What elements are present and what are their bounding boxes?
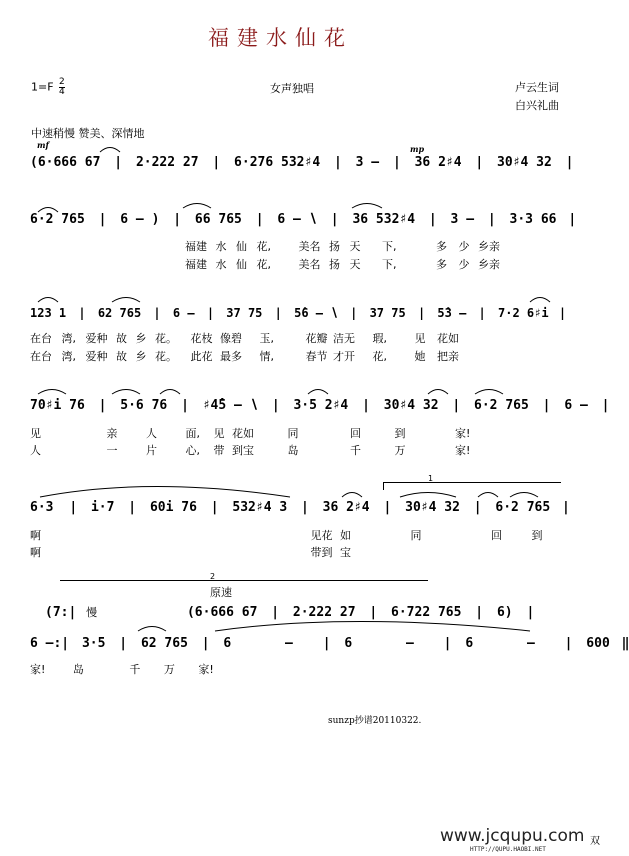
- lyric-syllable: 美名: [298, 240, 321, 253]
- lyric-syllable: 宝: [340, 546, 351, 559]
- time-signature-denominator: 4: [59, 87, 65, 97]
- slow-marking: 慢: [86, 606, 98, 619]
- notation-group: 2·222 27: [292, 605, 356, 620]
- barline: |: [181, 398, 189, 413]
- lyric-syllable: 心,: [185, 444, 200, 457]
- lyric-syllable: 到宝: [232, 444, 254, 457]
- notation-group: 600: [586, 636, 610, 651]
- barline: |: [601, 398, 610, 413]
- notation-group: (6·666 67: [186, 605, 258, 620]
- lyric-syllable: 乡: [135, 332, 147, 345]
- performance-type: 女声独唱: [270, 82, 314, 95]
- slur-arc: [510, 493, 538, 498]
- barline: |: [173, 212, 182, 227]
- lyric-syllable: 面,: [185, 427, 200, 440]
- lyric-syllable: 瑕,: [372, 332, 387, 345]
- notation-group: 6·2 765: [30, 212, 85, 227]
- lyric-syllable: 美名: [298, 258, 321, 271]
- lyric-syllable: 情,: [259, 350, 274, 363]
- lyric-syllable: 下,: [382, 258, 397, 271]
- notation-group: 6: [465, 636, 474, 651]
- barline: |: [98, 212, 107, 227]
- slur-arc: [428, 390, 448, 395]
- barline: |: [383, 500, 392, 515]
- notation-group: 62 765: [97, 306, 142, 320]
- notation-group: 6·2 765: [474, 398, 529, 413]
- notation-group: 3·5: [81, 636, 106, 651]
- slur-arc: [478, 493, 498, 498]
- volta-1-number: 1: [428, 474, 434, 483]
- notation-group: 5̂3 –: [437, 306, 467, 320]
- barline: |: [128, 500, 137, 515]
- watermark-url: HTTP://QUPU.HAOBI.NET: [470, 846, 546, 853]
- notation-group: 6: [344, 636, 353, 651]
- lyric-syllable: 在台: [30, 350, 52, 363]
- barline: |: [526, 605, 535, 620]
- lyric-syllable: 福建: [185, 258, 207, 271]
- notation-group: 2·222 27: [135, 155, 199, 170]
- slur-arc: [160, 390, 180, 395]
- slur-arc: [112, 298, 140, 303]
- notation-group: 36 2♯4: [322, 500, 370, 515]
- notation-group: 3 –: [450, 212, 475, 227]
- notation-group: 6·722 765: [391, 605, 462, 620]
- lyric-syllable: 同: [287, 427, 299, 440]
- lyric-syllable: 见花: [310, 529, 333, 542]
- barline: |: [568, 212, 577, 227]
- notation-group: 70♯i 76: [30, 398, 85, 413]
- lyric-syllable: 最多: [220, 350, 242, 363]
- lyric-syllable: 见: [30, 427, 41, 440]
- slur-arc: [100, 148, 120, 153]
- lyric-syllable: 乡: [135, 350, 147, 363]
- slur-arc: [400, 493, 456, 498]
- lyric-syllable: 水: [215, 240, 227, 253]
- barline: |: [417, 306, 426, 320]
- barline: |: [333, 155, 342, 170]
- barline: |: [392, 155, 401, 170]
- lyric-syllable: 同: [410, 529, 422, 542]
- notation-group: 62 765: [140, 636, 188, 651]
- lyric-syllable: 少: [458, 240, 470, 253]
- song-title: 福建水仙花: [208, 26, 353, 50]
- lyric-syllable: 下,: [382, 240, 397, 253]
- composer-credit: 白兴礼曲: [515, 99, 559, 112]
- lyric-syllable: 家!: [455, 427, 471, 440]
- notation-group: 7·2 6♯i: [498, 306, 549, 320]
- lyric-syllable: 少: [458, 258, 470, 271]
- lyric-syllable: 乡亲: [478, 258, 500, 271]
- lyric-syllable: 见: [213, 427, 225, 440]
- lyric-syllable: 她: [414, 350, 426, 363]
- lyric-syllable: 带: [213, 444, 225, 457]
- lyric-syllable: 多: [436, 258, 447, 271]
- lyric-syllable: 啊: [30, 529, 41, 542]
- watermark-site: www.jcqupu.com: [440, 826, 585, 846]
- lyric-syllable: 玉,: [259, 332, 274, 345]
- barline: |: [443, 636, 452, 651]
- barline: |: [114, 155, 123, 170]
- slur-arc: [352, 204, 382, 209]
- barline: |: [362, 398, 370, 413]
- lyric-syllable: 花。: [155, 350, 177, 363]
- barline: |: [301, 500, 309, 515]
- barline: |: [153, 306, 161, 320]
- lyric-syllable: 此花: [190, 350, 213, 363]
- barline: |: [487, 212, 496, 227]
- tempo-resume-marking: 原速: [210, 586, 232, 599]
- notation-group: i·7: [90, 500, 115, 515]
- lyric-syllable: 仙: [236, 258, 247, 271]
- lyric-syllable: 带到: [310, 546, 333, 559]
- lyric-syllable: 花枝: [190, 332, 213, 345]
- notation-group: (6·666 67: [30, 155, 101, 170]
- lyric-syllable: 回: [491, 529, 502, 542]
- barline: |: [558, 306, 567, 320]
- transcriber-credit: sunzp抄谱20110322.: [328, 716, 422, 726]
- notation-group: 6·2 765: [495, 500, 551, 515]
- lyric-syllable: 春节: [305, 350, 328, 363]
- barline: |: [119, 636, 128, 651]
- lyric-syllable: 到: [394, 427, 406, 440]
- barline: |: [201, 636, 210, 651]
- notation-group: 5·6 76: [120, 398, 168, 413]
- lyric-syllable: 乡亲: [478, 240, 500, 253]
- barline: |: [473, 500, 482, 515]
- time-signature-numerator: 2: [59, 77, 65, 87]
- slur-arc: [308, 390, 328, 395]
- slur-arc: [138, 627, 166, 632]
- lyric-syllable: 千: [350, 444, 361, 457]
- notation-group: –: [285, 636, 293, 651]
- barline: |: [330, 212, 339, 227]
- slur-arc: [38, 298, 58, 303]
- lyric-syllable: 家!: [455, 444, 471, 457]
- barline: |: [452, 398, 461, 413]
- notation-group: 6 –:|: [30, 636, 70, 651]
- barline: |: [475, 605, 484, 620]
- lyric-syllable: 像碧: [220, 332, 242, 345]
- lyric-syllable: 见: [414, 332, 426, 345]
- lyric-syllable: 花,: [256, 258, 271, 271]
- notation-group: 30♯4 32: [383, 398, 439, 413]
- lyric-syllable: 扬: [329, 258, 340, 271]
- slur-arc: [38, 208, 58, 213]
- barline: |: [271, 605, 280, 620]
- notation-group: 3·5 2♯4: [293, 398, 349, 413]
- lyric-syllable: 岛: [287, 444, 299, 457]
- slur-arc: [342, 493, 362, 498]
- notation-group: 3·3 66: [509, 212, 557, 227]
- lyric-syllable: 故: [116, 332, 127, 345]
- notation-group: 36 2♯4: [414, 155, 462, 170]
- lyric-syllable: 千: [129, 663, 141, 676]
- barline: |: [78, 306, 86, 320]
- slur-arc: [215, 622, 530, 632]
- dynamic-mf: mf: [37, 140, 49, 150]
- notation-group: 30♯4 32: [497, 155, 552, 170]
- notation-group: 5̂6 – ∖: [294, 306, 338, 320]
- lyric-syllable: 人: [146, 427, 157, 440]
- lyric-syllable: 到: [531, 529, 543, 542]
- barline: |: [98, 398, 107, 413]
- notation-group: 66 765: [194, 212, 242, 227]
- notation-group: 532♯4 3: [232, 500, 288, 515]
- notation-group: 6 – ): [120, 212, 160, 227]
- lyric-syllable: 湾,: [61, 332, 76, 345]
- lyric-syllable: 花如: [232, 427, 254, 440]
- barline: |: [322, 636, 331, 651]
- lyric-syllable: 片: [146, 444, 157, 457]
- dynamic-mp: mp: [410, 144, 425, 154]
- barline: |: [369, 605, 378, 620]
- notation-group: 30♯4 32: [405, 500, 460, 515]
- notation-group: –: [526, 636, 535, 651]
- lyric-syllable: 家!: [30, 663, 46, 676]
- slur-arc: [40, 487, 290, 498]
- barline: |: [271, 398, 280, 413]
- notation-group: 3 –: [355, 155, 380, 170]
- lyric-syllable: 人: [30, 444, 41, 457]
- barline: |: [428, 212, 437, 227]
- lyric-syllable: 花,: [256, 240, 271, 253]
- lyric-syllable: 才开: [333, 350, 355, 363]
- lyric-syllable: 岛: [72, 663, 84, 676]
- notation-group: 6·276 532♯4: [234, 155, 321, 170]
- watermark-corner: 双: [590, 836, 600, 847]
- notation-group: 6: [223, 636, 232, 651]
- lyric-syllable: 福建: [185, 240, 207, 253]
- lyric-syllable: 家!: [198, 663, 214, 676]
- notation-group: 6 –: [564, 398, 588, 413]
- lyric-syllable: 万: [394, 444, 406, 457]
- lyric-syllable: 爱种: [85, 332, 108, 345]
- lyric-syllable: 花瓣: [305, 332, 328, 345]
- barline: |: [350, 306, 358, 320]
- notation-group: 60i 76: [149, 500, 197, 515]
- slur-arc: [38, 390, 66, 395]
- notation-group: (7:|: [45, 605, 77, 620]
- slur-arc: [112, 390, 140, 395]
- lyric-syllable: 水: [215, 258, 227, 271]
- volta-2-number: 2: [210, 572, 216, 581]
- barline: |: [69, 500, 78, 515]
- lyric-syllable: 花。: [155, 332, 177, 345]
- barline: |: [564, 636, 573, 651]
- lyric-syllable: 回: [350, 427, 361, 440]
- lyric-syllable: 亲: [106, 427, 118, 440]
- lyric-syllable: 把亲: [437, 350, 459, 363]
- lyric-syllable: 扬: [329, 240, 340, 253]
- notation-group: 37 75: [226, 306, 263, 320]
- barline: |: [210, 500, 219, 515]
- notation-group: 6·3: [30, 500, 54, 515]
- barline: |: [212, 155, 221, 170]
- final-barline: ‖: [621, 636, 629, 651]
- notation-group: 6 –: [172, 306, 195, 320]
- barline: |: [206, 306, 215, 320]
- lyric-syllable: 啊: [30, 546, 41, 559]
- lyricist-credit: 卢云生词: [515, 81, 559, 94]
- notation-group: 6 – ∖: [277, 212, 317, 227]
- notation-group: 6): [496, 605, 513, 620]
- lyric-syllable: 如: [340, 529, 351, 542]
- lyric-syllable: 故: [116, 350, 127, 363]
- tempo-marking: 中速稍慢 赞美、深情地: [31, 127, 145, 140]
- key-label: 1=F: [31, 80, 54, 94]
- lyric-syllable: 洁无: [333, 332, 355, 345]
- barline: |: [565, 155, 574, 170]
- barline: |: [475, 155, 484, 170]
- slur-arc: [183, 204, 211, 209]
- lyric-syllable: 花如: [437, 332, 459, 345]
- lyric-syllable: 仙: [236, 240, 247, 253]
- lyric-syllable: 湾,: [61, 350, 76, 363]
- barline: |: [255, 212, 264, 227]
- barline: |: [562, 500, 570, 515]
- notation-group: 123 1: [30, 306, 67, 320]
- notation-group: –: [406, 636, 414, 651]
- barline: |: [478, 306, 486, 320]
- slur-arc: [530, 298, 550, 303]
- notation-group: 36 532♯4: [352, 212, 416, 227]
- slur-arc: [475, 390, 503, 395]
- lyric-syllable: 花,: [372, 350, 387, 363]
- lyric-syllable: 爱种: [85, 350, 108, 363]
- barline: |: [542, 398, 551, 413]
- barline: |: [274, 306, 282, 320]
- notation-group: 37 75: [369, 306, 406, 320]
- lyric-syllable: 天: [349, 258, 361, 271]
- lyric-syllable: 多: [436, 240, 447, 253]
- notation-group: ♯4̂5 – ∖: [202, 398, 258, 413]
- lyric-syllable: 一: [106, 444, 118, 457]
- lyric-syllable: 在台: [30, 332, 52, 345]
- lyric-syllable: 万: [163, 663, 175, 676]
- lyric-syllable: 天: [349, 240, 361, 253]
